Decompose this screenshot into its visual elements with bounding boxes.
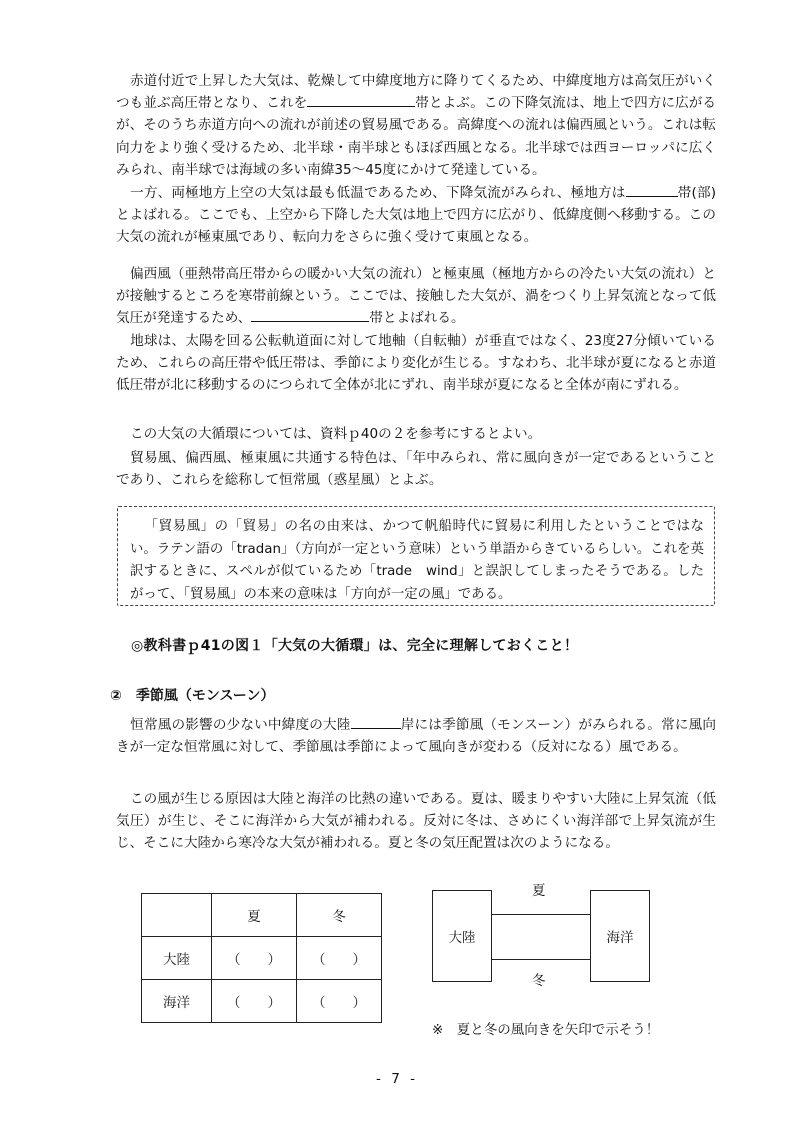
paragraph-text: 帯とよばれる。 [369,310,465,327]
note-text: 「貿易風」の「貿易」の名の由来は、かつて帆船時代に貿易に利用したということではない。ラテン語の「tradan」（方向が一定という意味）という単語からきているらしい。これを英訳するときに、スペルが似ているため「trade wind」と誤訳してしまったそうである。したがって、「貿易風」の本来の意味は「方向が一定の風」である。 [130,519,704,602]
winter-label: 冬 [532,973,546,989]
paragraph-polar-front [116,263,716,330]
paragraph-constant-winds [116,447,716,491]
table-row [142,937,382,980]
table-answer-cell[interactable]: （ ） [212,937,297,980]
paragraph-text: この風が生じる原因は大陸と海洋の比熱の違いである。夏は、暖まりやすい大陸に上昇気流（低気圧）が生じ、そこに海洋から大気が補われる。反対に冬は、さめにくい海洋部で上昇気流が生じ、そこに大陸から寒冷な大気が補われる。夏と冬の気圧配置は次のようになる。 [116,791,716,852]
table-answer-cell[interactable]: （ ） [297,980,382,1023]
paragraph-polar-high [116,182,716,249]
paragraph-reference [116,423,716,445]
trade-wind-note-box [117,506,715,606]
paragraph-text: 貿易風、偏西風、極東風に共通する特色は、「年中みられ、常に風向きが一定であるということであり、これらを総称して恒常風（惑星風）とよぶ。 [116,450,716,489]
paragraph-monsoon-intro [116,714,716,758]
table-row-label: 大陸 [142,937,212,980]
paragraph-text: 帯(部)とよばれる。ここでも、上空から下降した大気は地上で四方に広がり、低緯度側へ移動する。この大気の流れが極東風であり、転向力をさらに強く受けて東風となる。 [116,185,716,246]
table-answer-cell[interactable]: （ ） [212,980,297,1023]
fill-in-blank[interactable] [626,182,678,197]
table-header-cell: 冬 [297,894,382,937]
table-header-row [142,894,382,937]
pressure-table [141,893,382,1023]
ocean-box: 海洋 [590,890,650,982]
paragraph-monsoon-cause [116,788,716,855]
summer-label: 夏 [532,883,546,899]
section-number: ② [110,688,122,704]
table-header-cell [142,894,212,937]
paragraph-text: 偏西風（亜熱帯高圧帯からの暖かい大気の流れ）と極東風（極地方からの冷たい大気の流れ）とが接触するところを寒帯前線という。ここでは、接触した大気が、渦をつくり上昇気流となって低気圧が発達するため、 [116,266,716,327]
paragraph-text: 帯とよぶ。この下降気流は、地上で四方に広がるが、そのうち赤道方向への流れが前述の貿易風である。高緯度への流れは偏西風という。これは転向力をより強く受けるため、北半球・南半球ともほぼ西風となる。北半球では西ヨーロッパに広くみられ、南半球では海域の多い南緯35～45度にかけて発達している。 [116,95,716,178]
footnote: ※ 夏と冬の風向きを矢印で示そう！ [432,1022,660,1038]
paragraph-text: この大気の大循環については、資料ｐ40の２を参考にするとよい。 [130,426,542,442]
summer-connector-line[interactable] [492,914,590,915]
paragraph-axis-tilt [116,330,716,397]
paragraph-text: 赤道付近で上昇した大気は、乾燥して中緯度地方に降りてくるため、中緯度地方は高気圧がいくつも並ぶ高圧帯となり、これを [116,73,716,112]
table-header-cell: 夏 [212,894,297,937]
paragraph-text: 一方、両極地方上空の大気は最も低温であるため、下降気流がみられ、極地方は [130,185,626,201]
table-row-label: 海洋 [142,980,212,1023]
paragraph-subtropical-high [116,70,716,181]
table-answer-cell[interactable]: （ ） [297,937,382,980]
fill-in-blank[interactable] [307,92,415,107]
paragraph-text: 恒常風の影響の少ない中緯度の大陸 [130,717,351,733]
paragraph-text: 地球は、太陽を回る公転軌道面に対して地軸（自転軸）が垂直ではなく、23度27分傾いているため、これらの高圧帯や低圧帯は、季節により変化が生じる。すなわち、北半球が夏になると赤道低圧帯が北に移動するのにつられて全体が北にずれ、南半球が夏になると全体が南にずれる。 [116,333,716,394]
table-row [142,980,382,1023]
fill-in-blank[interactable] [251,307,369,322]
section-heading [110,685,274,705]
page-number: - 7 - [376,1071,418,1087]
continent-box: 大陸 [432,890,492,982]
winter-connector-line[interactable] [492,959,590,960]
section-title: 季節風（モンスーン） [135,688,275,704]
fill-in-blank[interactable] [351,714,401,729]
important-note: ◎教科書ｐ41の図１「大気の大循環」は、完全に理解しておくこと！ [131,638,579,654]
monsoon-diagram [432,876,672,1016]
paragraph-text: 岸には季節風（モンスーン）がみられる。常に風向きが一定な恒常風に対して、季節風は季節によって風向きが変わる（反対になる）風である。 [116,717,716,756]
